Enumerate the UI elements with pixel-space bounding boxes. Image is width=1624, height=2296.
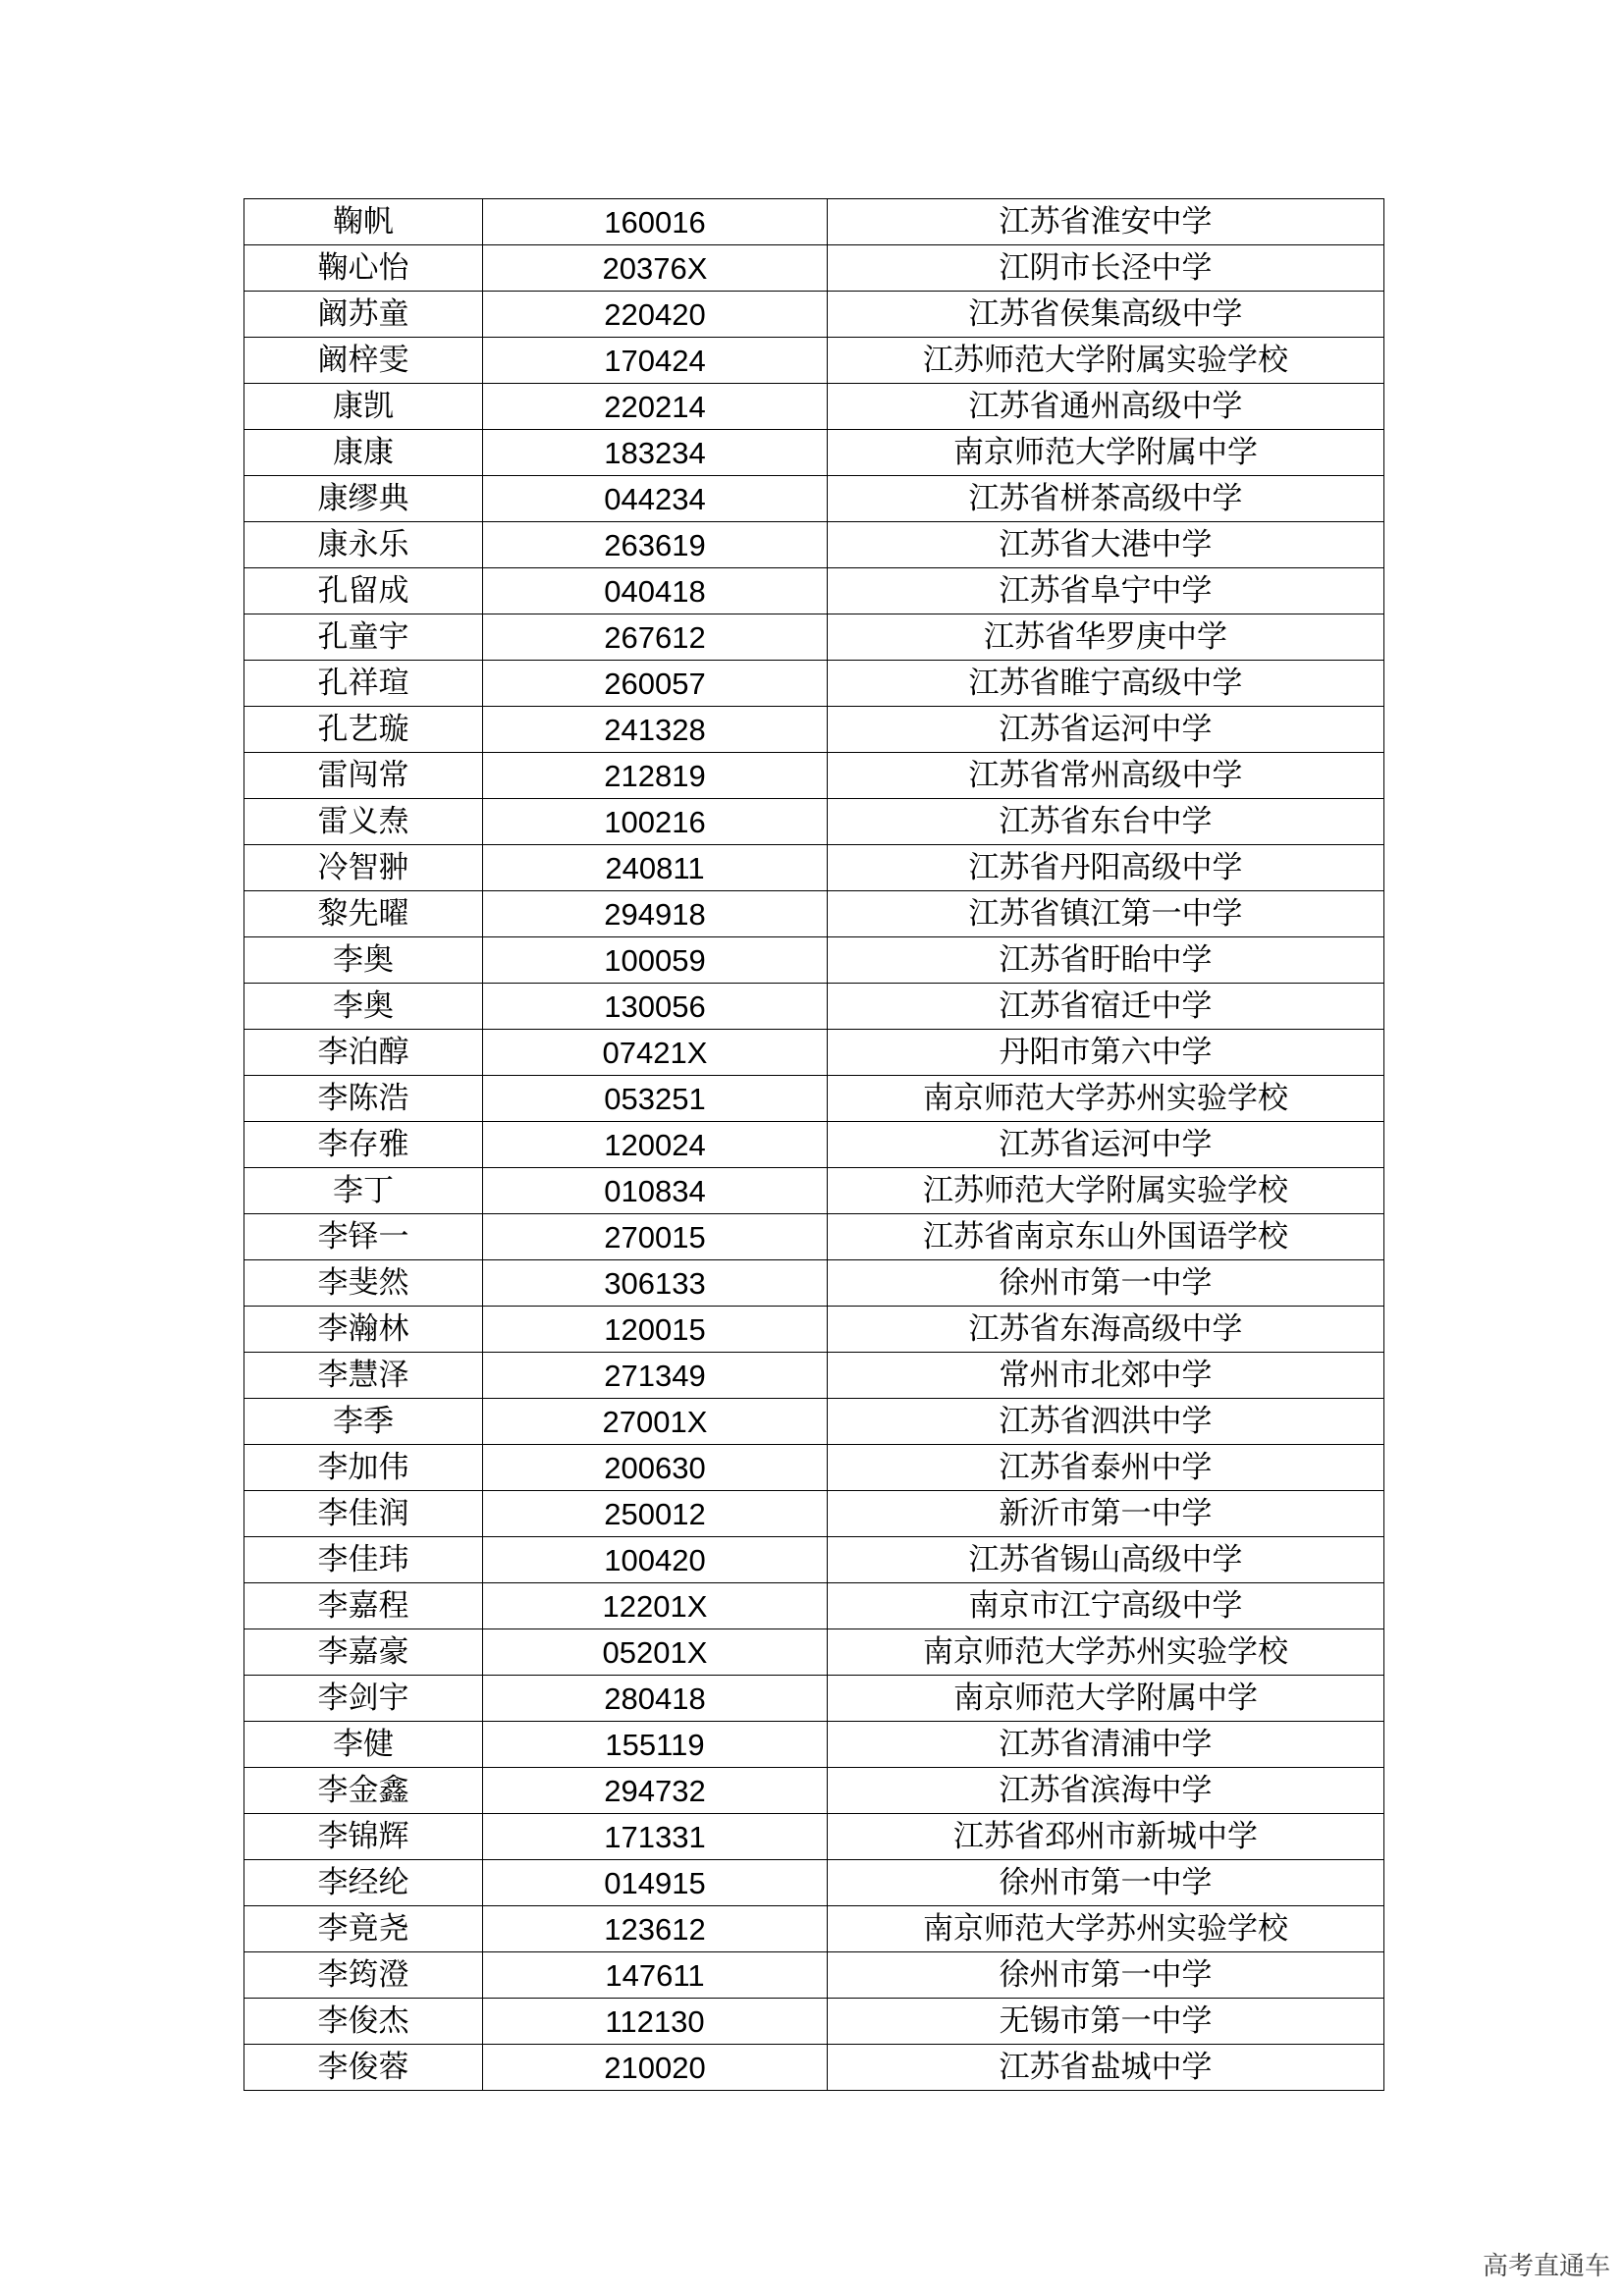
student-id-cell: 306133 [483, 1260, 828, 1307]
student-name-cell: 康凯 [244, 384, 483, 430]
student-name-cell: 康康 [244, 430, 483, 476]
table-row [244, 1906, 1384, 1952]
table-row [244, 384, 1384, 430]
student-id-cell: 014915 [483, 1860, 828, 1906]
table-row [244, 1122, 1384, 1168]
student-name-cell: 冷智翀 [244, 845, 483, 891]
student-name-cell: 孔艺璇 [244, 707, 483, 753]
student-name-cell: 李季 [244, 1399, 483, 1445]
school-name-cell: 江苏省通州高级中学 [828, 384, 1384, 430]
school-name-cell: 江苏省清浦中学 [828, 1722, 1384, 1768]
school-name-cell: 南京师范大学苏州实验学校 [828, 1906, 1384, 1952]
student-id-cell: 12201X [483, 1583, 828, 1629]
student-name-cell: 李加伟 [244, 1445, 483, 1491]
student-id-cell: 100216 [483, 799, 828, 845]
student-name-cell: 李经纶 [244, 1860, 483, 1906]
student-id-cell: 263619 [483, 522, 828, 568]
school-name-cell: 江苏省泰州中学 [828, 1445, 1384, 1491]
student-name-cell: 李嘉豪 [244, 1629, 483, 1676]
student-name-cell: 李陈浩 [244, 1076, 483, 1122]
school-name-cell: 江苏省邳州市新城中学 [828, 1814, 1384, 1860]
table-row [244, 338, 1384, 384]
student-id-cell: 053251 [483, 1076, 828, 1122]
student-name-cell: 孔童宇 [244, 614, 483, 661]
table-row [244, 707, 1384, 753]
student-id-cell: 260057 [483, 661, 828, 707]
table-row [244, 1583, 1384, 1629]
student-name-cell: 李筠澄 [244, 1952, 483, 1999]
table-row [244, 1168, 1384, 1214]
student-id-cell: 241328 [483, 707, 828, 753]
student-id-cell: 20376X [483, 245, 828, 292]
school-name-cell: 江苏省睢宁高级中学 [828, 661, 1384, 707]
student-name-cell: 李健 [244, 1722, 483, 1768]
school-name-cell: 江苏省盐城中学 [828, 2045, 1384, 2091]
student-id-cell: 05201X [483, 1629, 828, 1676]
table-row [244, 799, 1384, 845]
table-row [244, 292, 1384, 338]
table-row [244, 1030, 1384, 1076]
table-row [244, 1814, 1384, 1860]
table-row [244, 1999, 1384, 2045]
student-id-cell: 07421X [483, 1030, 828, 1076]
student-id-cell: 294918 [483, 891, 828, 937]
student-id-cell: 147611 [483, 1952, 828, 1999]
school-name-cell: 江苏师范大学附属实验学校 [828, 1168, 1384, 1214]
school-name-cell: 江阴市长泾中学 [828, 245, 1384, 292]
table-row [244, 1952, 1384, 1999]
student-name-cell: 李佳润 [244, 1491, 483, 1537]
student-id-cell: 240811 [483, 845, 828, 891]
student-name-cell: 康永乐 [244, 522, 483, 568]
table-row [244, 568, 1384, 614]
school-name-cell: 徐州市第一中学 [828, 1952, 1384, 1999]
student-id-cell: 160016 [483, 199, 828, 245]
table-row [244, 1860, 1384, 1906]
table-row [244, 1768, 1384, 1814]
table-row [244, 753, 1384, 799]
student-name-cell: 阚梓雯 [244, 338, 483, 384]
table-row [244, 1307, 1384, 1353]
student-id-cell: 120024 [483, 1122, 828, 1168]
table-row [244, 1399, 1384, 1445]
student-name-cell: 鞠帆 [244, 199, 483, 245]
student-id-cell: 271349 [483, 1353, 828, 1399]
school-name-cell: 江苏省侯集高级中学 [828, 292, 1384, 338]
school-name-cell: 江苏省丹阳高级中学 [828, 845, 1384, 891]
school-name-cell: 江苏省镇江第一中学 [828, 891, 1384, 937]
school-name-cell: 无锡市第一中学 [828, 1999, 1384, 2045]
table-row [244, 2045, 1384, 2091]
school-name-cell: 江苏师范大学附属实验学校 [828, 338, 1384, 384]
school-name-cell: 江苏省常州高级中学 [828, 753, 1384, 799]
table-row [244, 891, 1384, 937]
student-name-cell: 康缪典 [244, 476, 483, 522]
student-name-cell: 雷义焘 [244, 799, 483, 845]
table-row [244, 1076, 1384, 1122]
school-name-cell: 江苏省栟茶高级中学 [828, 476, 1384, 522]
student-name-cell: 李佳玮 [244, 1537, 483, 1583]
student-name-cell: 孔留成 [244, 568, 483, 614]
student-name-cell: 李剑宇 [244, 1676, 483, 1722]
school-name-cell: 徐州市第一中学 [828, 1260, 1384, 1307]
student-name-cell: 李锦辉 [244, 1814, 483, 1860]
student-name-cell: 李丁 [244, 1168, 483, 1214]
student-name-cell: 鞠心怡 [244, 245, 483, 292]
student-name-cell: 孔祥瑄 [244, 661, 483, 707]
student-name-cell: 李奥 [244, 937, 483, 984]
student-name-cell: 李斐然 [244, 1260, 483, 1307]
student-id-cell: 170424 [483, 338, 828, 384]
student-id-cell: 270015 [483, 1214, 828, 1260]
student-name-cell: 李俊杰 [244, 1999, 483, 2045]
table-row [244, 1629, 1384, 1676]
school-name-cell: 江苏省运河中学 [828, 1122, 1384, 1168]
student-id-cell: 155119 [483, 1722, 828, 1768]
student-list-body [244, 199, 1384, 2091]
table-row [244, 1491, 1384, 1537]
student-id-cell: 044234 [483, 476, 828, 522]
student-list-table [244, 198, 1384, 2091]
student-id-cell: 294732 [483, 1768, 828, 1814]
student-name-cell: 李嘉程 [244, 1583, 483, 1629]
student-name-cell: 李存雅 [244, 1122, 483, 1168]
student-id-cell: 112130 [483, 1999, 828, 2045]
table-row [244, 1353, 1384, 1399]
student-id-cell: 220420 [483, 292, 828, 338]
table-row [244, 245, 1384, 292]
school-name-cell: 常州市北郊中学 [828, 1353, 1384, 1399]
school-name-cell: 江苏省南京东山外国语学校 [828, 1214, 1384, 1260]
school-name-cell: 新沂市第一中学 [828, 1491, 1384, 1537]
student-id-cell: 210020 [483, 2045, 828, 2091]
table-row [244, 845, 1384, 891]
table-row [244, 937, 1384, 984]
student-id-cell: 212819 [483, 753, 828, 799]
student-name-cell: 李铎一 [244, 1214, 483, 1260]
student-id-cell: 100420 [483, 1537, 828, 1583]
student-id-cell: 280418 [483, 1676, 828, 1722]
school-name-cell: 南京师范大学附属中学 [828, 430, 1384, 476]
table-row [244, 522, 1384, 568]
student-id-cell: 220214 [483, 384, 828, 430]
table-row [244, 1445, 1384, 1491]
table-row [244, 1260, 1384, 1307]
student-name-cell: 李慧泽 [244, 1353, 483, 1399]
school-name-cell: 南京师范大学苏州实验学校 [828, 1076, 1384, 1122]
school-name-cell: 江苏省东台中学 [828, 799, 1384, 845]
school-name-cell: 江苏省盱眙中学 [828, 937, 1384, 984]
table-row [244, 199, 1384, 245]
student-name-cell: 阚苏童 [244, 292, 483, 338]
school-name-cell: 江苏省阜宁中学 [828, 568, 1384, 614]
school-name-cell: 江苏省锡山高级中学 [828, 1537, 1384, 1583]
student-id-cell: 040418 [483, 568, 828, 614]
student-id-cell: 010834 [483, 1168, 828, 1214]
school-name-cell: 丹阳市第六中学 [828, 1030, 1384, 1076]
table-row [244, 661, 1384, 707]
school-name-cell: 南京师范大学苏州实验学校 [828, 1629, 1384, 1676]
school-name-cell: 江苏省大港中学 [828, 522, 1384, 568]
watermark-text: 高考直通车 [1482, 2252, 1610, 2281]
student-id-cell: 250012 [483, 1491, 828, 1537]
student-id-cell: 200630 [483, 1445, 828, 1491]
student-id-cell: 130056 [483, 984, 828, 1030]
student-name-cell: 雷闯常 [244, 753, 483, 799]
table-row [244, 430, 1384, 476]
student-id-cell: 27001X [483, 1399, 828, 1445]
student-name-cell: 李俊蓉 [244, 2045, 483, 2091]
table-row [244, 984, 1384, 1030]
school-name-cell: 江苏省淮安中学 [828, 199, 1384, 245]
student-id-cell: 120015 [483, 1307, 828, 1353]
student-id-cell: 100059 [483, 937, 828, 984]
table-row [244, 1676, 1384, 1722]
student-id-cell: 171331 [483, 1814, 828, 1860]
school-name-cell: 江苏省宿迁中学 [828, 984, 1384, 1030]
table-row [244, 614, 1384, 661]
student-name-cell: 李瀚林 [244, 1307, 483, 1353]
table-row [244, 476, 1384, 522]
table-row [244, 1722, 1384, 1768]
student-name-cell: 李竟尧 [244, 1906, 483, 1952]
student-name-cell: 李泊醇 [244, 1030, 483, 1076]
school-name-cell: 江苏省运河中学 [828, 707, 1384, 753]
student-id-cell: 267612 [483, 614, 828, 661]
school-name-cell: 南京师范大学附属中学 [828, 1676, 1384, 1722]
student-id-cell: 183234 [483, 430, 828, 476]
student-name-cell: 李奥 [244, 984, 483, 1030]
table-row [244, 1214, 1384, 1260]
school-name-cell: 江苏省东海高级中学 [828, 1307, 1384, 1353]
school-name-cell: 江苏省泗洪中学 [828, 1399, 1384, 1445]
student-id-cell: 123612 [483, 1906, 828, 1952]
table-row [244, 1537, 1384, 1583]
school-name-cell: 南京市江宁高级中学 [828, 1583, 1384, 1629]
student-name-cell: 黎先曜 [244, 891, 483, 937]
school-name-cell: 江苏省滨海中学 [828, 1768, 1384, 1814]
school-name-cell: 徐州市第一中学 [828, 1860, 1384, 1906]
student-name-cell: 李金鑫 [244, 1768, 483, 1814]
school-name-cell: 江苏省华罗庚中学 [828, 614, 1384, 661]
